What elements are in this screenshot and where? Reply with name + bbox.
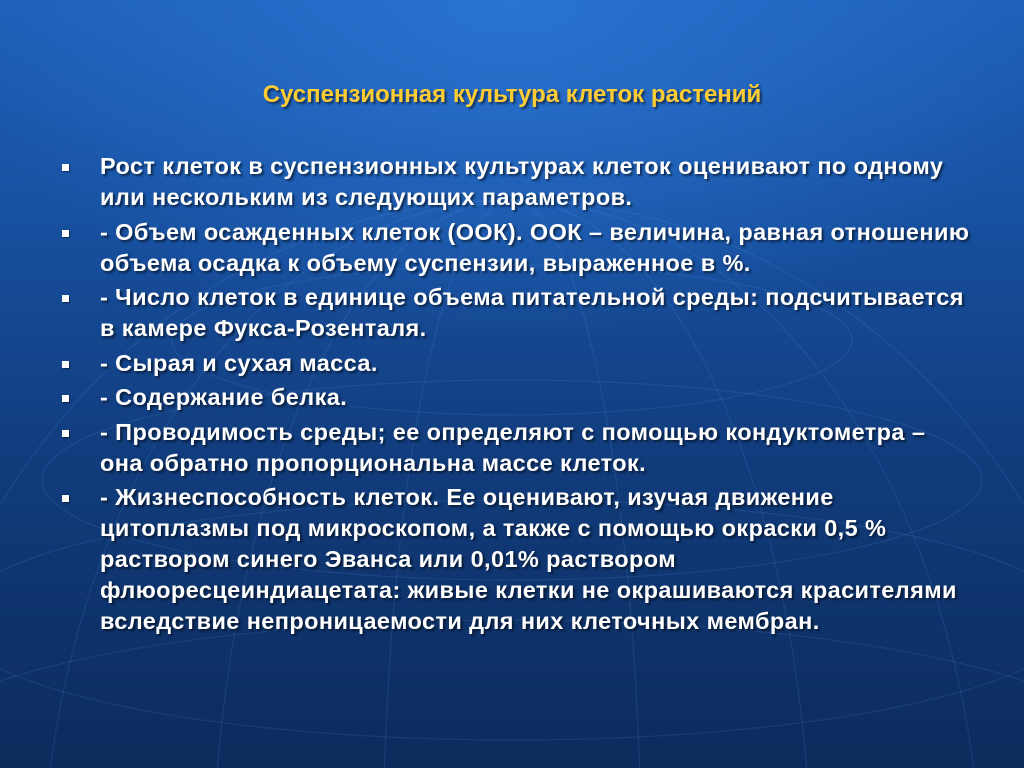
bullet-text: - Проводимость среды; ее определяют с помощью кондуктометра – она обратно пропорциональна массе клеток. [100,418,926,476]
list-item [55,382,975,413]
bullet-text: Рост клеток в суспензионных культурах клеток оценивают по одному или нескольким из следующих параметров. [100,153,944,210]
square-bullet-icon [62,361,69,368]
list-item [55,482,975,637]
bullet-text: - Содержание белка. [100,384,348,410]
bullet-text: - Сырая и сухая масса. [100,349,378,376]
list-item [55,417,975,479]
list-item [55,348,975,379]
bullet-text: - Жизнеспособность клеток. Ее оценивают, изучая движение цитоплазмы под микроскопом, а также с помощью окраски 0,5 % раствором синего Эванса или 0,01% раствором флюоресцеиндиацетата: живые клетки не окрашиваются красителями вследствие непроницаемости для них клеточных мембран. [100,484,957,634]
square-bullet-icon [62,430,69,437]
list-item [55,151,975,213]
list-item [55,282,975,344]
slide-title: Суспензионная культура клеток растений [262,81,762,108]
bullet-list [55,151,975,641]
square-bullet-icon [62,295,69,302]
bullet-text: - Объем осажденных клеток (ООК). ООК – величина, равная отношению объема осадка к объему суспензии, выраженное в %. [100,218,970,276]
square-bullet-icon [62,495,69,502]
list-item [55,217,975,279]
bullet-text: - Число клеток в единице объема питательной среды: подсчитывается в камере Фукса-Розенталя. [100,284,964,341]
square-bullet-icon [62,395,69,402]
square-bullet-icon [62,230,69,237]
square-bullet-icon [62,164,69,171]
